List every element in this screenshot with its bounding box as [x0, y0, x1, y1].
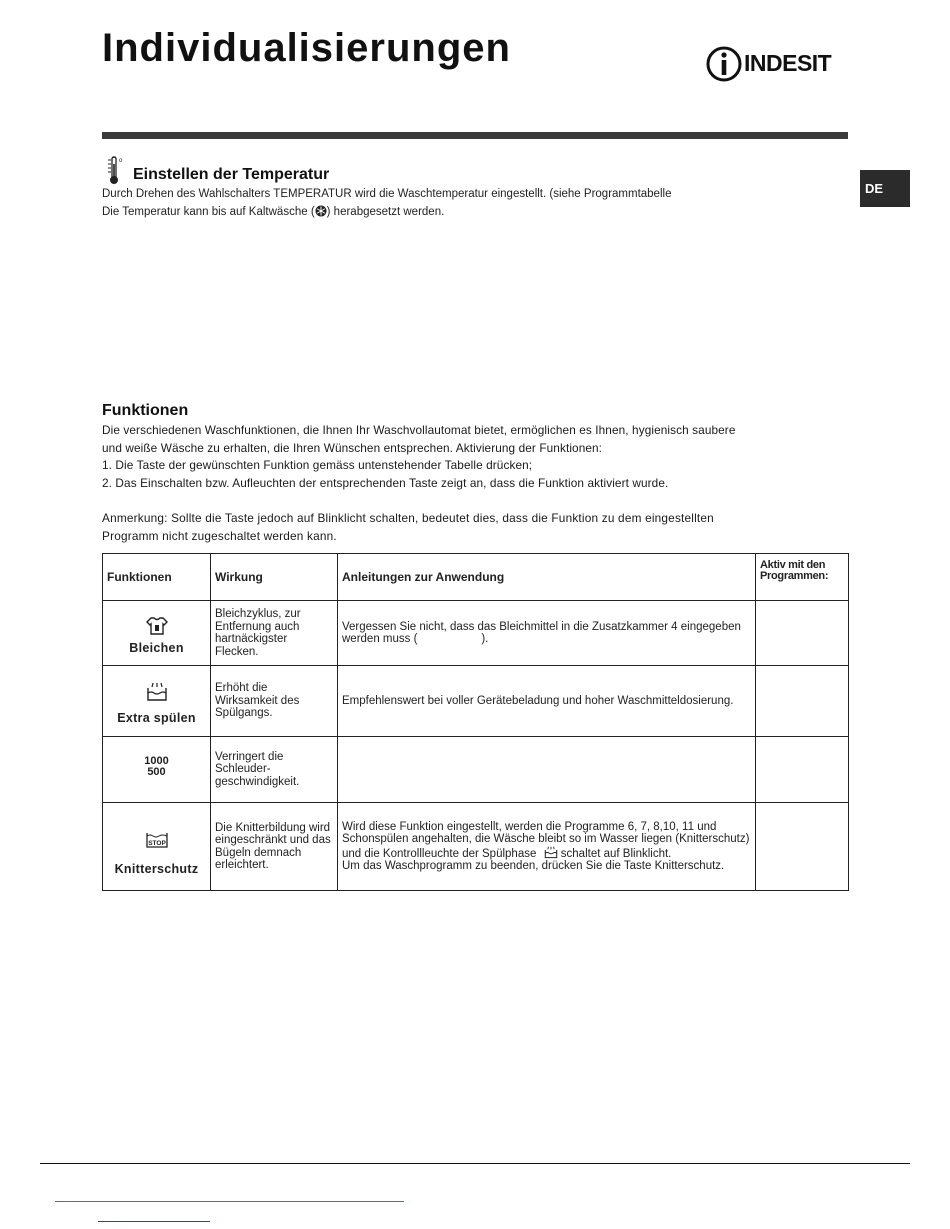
functions-intro-line: und weiße Wäsche zu erhalten, die Ihren Wünschen entsprechen. Aktivierung der Funktionen: — [102, 440, 603, 455]
aktiv-cell — [756, 737, 849, 803]
wirkung-cell: Bleichzyklus, zur Entfernung auch hartnäckigster Flecken. — [211, 601, 338, 666]
function-name: Extra spülen — [117, 710, 196, 725]
rinse-indicator-icon — [544, 846, 558, 859]
header-aktiv — [756, 554, 849, 601]
anleitung-cell — [338, 803, 756, 891]
anleitung-cell: Empfehlenswert bei voller Gerätebeladung und hoher Waschmitteldosierung. — [338, 666, 756, 737]
functions-heading: Funktionen — [102, 402, 189, 419]
extra-rinse-icon — [146, 682, 168, 702]
snowflake-icon — [315, 205, 327, 217]
functions-note-line: Anmerkung: Sollte die Taste jedoch auf Blinklicht schalten, bedeutet dies, dass die Funktion zu dem eingestellten — [102, 511, 714, 525]
footer-rule — [40, 1163, 910, 1164]
header-aktiv-line1: Aktiv mit den — [760, 559, 826, 571]
function-name: Knitterschutz — [114, 862, 199, 877]
function-cell-spin — [103, 737, 211, 803]
table-row — [103, 737, 849, 803]
functions-intro-line: Die verschiedenen Waschfunktionen, die Ihnen Ihr Waschvollautomat bietet, ermöglichen es Ihnen, hygienisch saubere — [102, 423, 736, 437]
spin-speed-low: 500 — [147, 765, 166, 778]
aktiv-cell — [756, 601, 849, 666]
function-cell-extra-spuelen — [103, 666, 211, 737]
functions-note — [102, 509, 822, 545]
temperature-text-before: Die Temperatur kann bis auf Kaltwäsche ( — [102, 206, 315, 218]
thermometer-icon — [106, 156, 126, 186]
header-wirkung: Wirkung — [211, 554, 338, 601]
brand-logo — [706, 44, 856, 84]
wirkung-cell: Die Knitterbildung wird eingeschränkt und das Bügeln demnach erleichtert. — [211, 803, 338, 891]
anleitung-text: schaltet auf Blinklicht. — [560, 847, 672, 860]
table-header-row — [103, 554, 849, 601]
header-funktionen: Funktionen — [103, 554, 211, 601]
aktiv-cell — [756, 803, 849, 891]
svg-text:STOP: STOP — [147, 840, 166, 848]
functions-intro — [102, 422, 832, 492]
function-name: Bleichen — [129, 640, 184, 655]
stop-water-icon — [145, 831, 169, 849]
wirkung-cell: Erhöht die Wirksamkeit des Spülgangs. — [211, 666, 338, 737]
header-aktiv-line2: Programmen: — [760, 570, 829, 582]
bleach-shirt-icon — [145, 616, 169, 636]
footer-red-underline — [55, 1201, 404, 1202]
footer-blue-underline — [98, 1221, 210, 1222]
temperature-text-after: ) herabgesetzt werden. — [326, 206, 445, 218]
wirkung-cell: Verringert die Schleuder-geschwindigkeit. — [211, 737, 338, 803]
anleitung-text: Um das Waschprogramm zu beenden, drücken Sie die Taste Knitterschutz. — [342, 860, 725, 872]
brand-name: INDESIT — [744, 50, 832, 76]
functions-table — [102, 553, 849, 891]
function-cell-knitterschutz — [103, 803, 211, 891]
temperature-text-cold — [102, 203, 762, 221]
page-title: Individualisierungen — [102, 26, 511, 70]
header-anleitungen: Anleitungen zur Anwendung — [338, 554, 756, 601]
anleitung-text: Wird diese Funktion eingestellt, werden die Programme 6, 7, 8,10, 11 und Schonspülen angehalten, die Wäsche bleibt so im Wasser liegen (Knitterschutz) und die Kontrollleuchte der Spülphase — [342, 820, 750, 860]
functions-step-2: 2. Das Einschalten bzw. Aufleuchten der entsprechenden Taste zeigt an, dass die Funktion aktiviert wurde. — [102, 475, 669, 490]
functions-step-1: 1. Die Taste der gewünschten Funktion gemäss untenstehender Tabelle drücken; — [102, 458, 533, 472]
svg-text:o: o — [119, 158, 123, 164]
functions-note-line: Programm nicht zugeschaltet werden kann. — [102, 529, 337, 543]
language-tab: DE — [860, 170, 910, 207]
indesit-logo-icon — [706, 44, 742, 84]
spin-speed-high: 1000 — [144, 754, 169, 767]
table-row — [103, 803, 849, 891]
anleitung-cell: Vergessen Sie nicht, dass das Bleichmittel in die Zusatzkammer 4 eingegeben werden muss ( ). — [338, 601, 756, 666]
spin-speed-icon — [107, 756, 206, 778]
aktiv-cell — [756, 666, 849, 737]
temperature-heading: Einstellen der Temperatur — [133, 166, 330, 183]
table-row — [103, 601, 849, 666]
header-rule — [102, 132, 848, 139]
table-row — [103, 666, 849, 737]
temperature-text: Durch Drehen des Wahlschalters TEMPERATUR wird die Waschtemperatur eingestellt. (siehe Programmtabelle — [102, 188, 672, 200]
function-cell-bleichen — [103, 601, 211, 666]
anleitung-cell — [338, 737, 756, 803]
